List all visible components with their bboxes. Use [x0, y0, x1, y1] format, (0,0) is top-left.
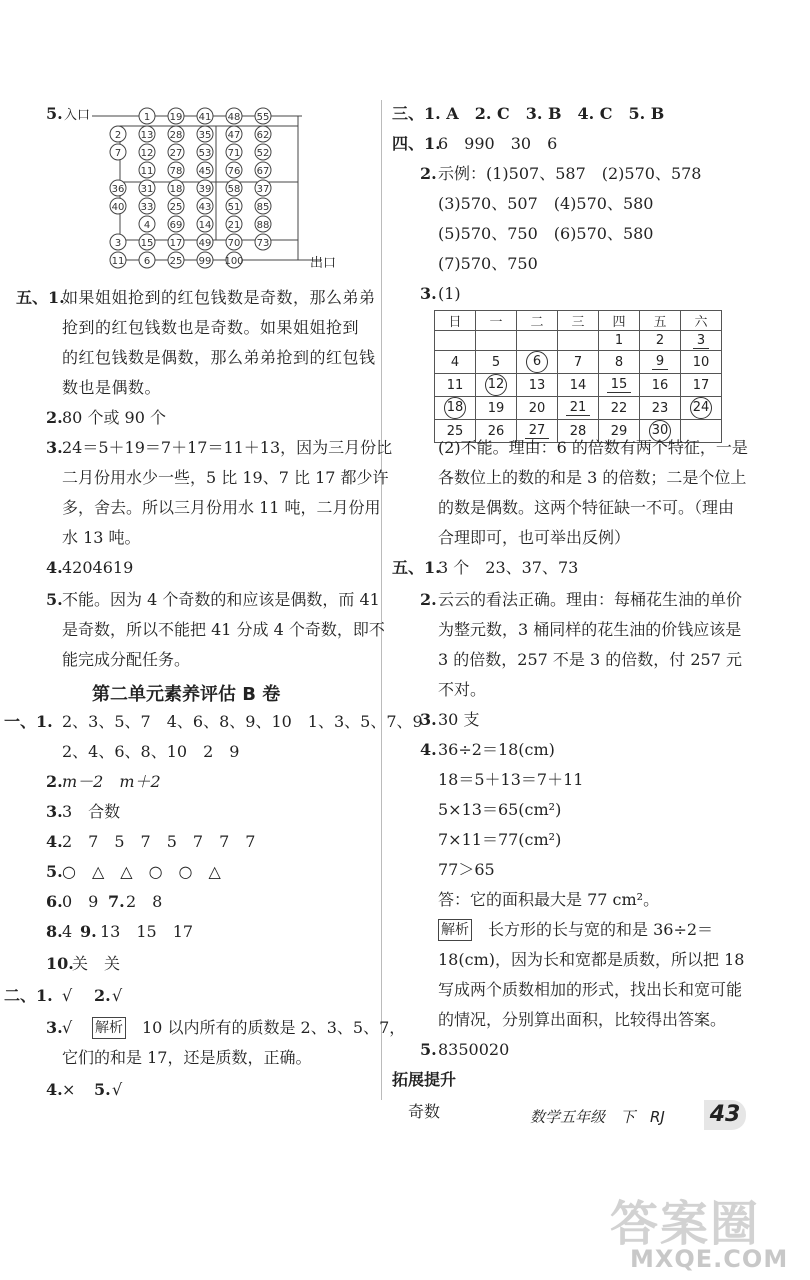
maze-cell-number: 70 [227, 238, 241, 249]
maze-cell-number: 85 [256, 202, 270, 213]
maze-cell-number: 52 [256, 148, 270, 159]
calendar-row [435, 397, 722, 420]
maze-cell-number: 14 [198, 220, 212, 231]
r-s5-3-answer: 30 支 [438, 710, 480, 729]
calendar-day [517, 351, 558, 374]
r-s5-1-prefix: 五、1. [392, 558, 441, 577]
circled-day: 30 [649, 420, 671, 442]
p2-4-answer: × [62, 1080, 76, 1099]
p2-4-number: 4. [46, 1080, 63, 1099]
calendar-day: 1 [599, 331, 640, 351]
watermark-logo [610, 1185, 800, 1275]
circled-day: 24 [690, 397, 712, 419]
calendar-day [517, 331, 558, 351]
calendar-day: 17 [681, 374, 722, 397]
maze-cell-number: 28 [169, 130, 183, 141]
r-s5-2-line-4: 不对。 [438, 680, 487, 699]
r-s5-4-line-6: 答：它的面积最大是 77 cm²。 [438, 890, 660, 909]
p1-7-answer: 2 8 [126, 892, 163, 911]
s5-5-line-2: 是奇数，所以不能把 41 分成 4 个奇数，即不 [62, 620, 385, 639]
maze-cell-number: 12 [140, 148, 154, 159]
r-s5-4-line-5: 77＞65 [438, 860, 495, 879]
calendar-day [681, 331, 722, 351]
maze-cell-number: 7 [114, 148, 122, 159]
p1-prefix: 一、1. [4, 712, 53, 731]
r-s5-4-line-2: 18＝5＋13＝7＋11 [438, 770, 584, 789]
s3-answers: 三、1. A 2. C 3. B 4. C 5. B [392, 104, 665, 123]
maze-cell-number: 18 [169, 184, 183, 195]
calendar-day: 4 [435, 351, 476, 374]
p2-3-line-1: 10 以内所有的质数是 2、3、5、7， [142, 1018, 406, 1037]
maze-cell-number: 13 [140, 130, 154, 141]
maze-cell-number: 17 [169, 238, 183, 249]
r-s4-3-sub: (1) [438, 284, 461, 303]
maze-cell-number: 49 [198, 238, 212, 249]
p1-10-number: 10. [46, 954, 74, 973]
p1-1-line-1: 2、3、5、7 4、6、8、9、10 1、3、5、7、9 [62, 712, 423, 731]
r-s4-3-2-line-1: (2)不能。理由：6 的倍数有两个特征，一是 [438, 438, 748, 457]
footer-book-label: 数学五年级 下 RJ [530, 1108, 665, 1126]
p1-3-number: 3. [46, 802, 63, 821]
maze-cell-number: 37 [256, 184, 270, 195]
p1-4-number: 4. [46, 832, 63, 851]
calendar-day [558, 397, 599, 420]
calendar-day: 22 [599, 397, 640, 420]
r-s5-4-expl-1: 长方形的长与宽的和是 36÷2＝ [488, 920, 714, 939]
maze-cell-number: 33 [140, 202, 154, 213]
maze-cell-number: 41 [198, 112, 212, 123]
p2-5-answer: √ [112, 1080, 123, 1099]
section-title-b: 第二单元素养评估 B 卷 [92, 684, 281, 705]
calendar-weekday: 六 [681, 311, 722, 331]
maze-cell-number: 25 [169, 256, 183, 267]
maze-cell-number: 67 [256, 166, 270, 177]
maze-cell-number: 73 [256, 238, 270, 249]
extension-title: 拓展提升 [392, 1070, 457, 1089]
maze-cell-number: 15 [140, 238, 154, 249]
s5-1-line-3: 的红包钱数是偶数，那么弟弟抢到的红包钱 [62, 348, 376, 367]
calendar-day [476, 374, 517, 397]
calendar-day: 20 [517, 397, 558, 420]
number-maze [92, 100, 382, 272]
s5-1-line-1: 如果姐姐抢到的红包钱数是奇数，那么弟弟 [62, 288, 376, 307]
q5-number: 5. [46, 104, 63, 123]
p1-6-answer: 0 9 [62, 892, 99, 911]
calendar-day: 29 [599, 420, 640, 443]
calendar-header-row [435, 311, 722, 331]
page-number: 43 [704, 1100, 746, 1130]
p2-2-number: 2. [94, 986, 111, 1005]
p1-2-number: 2. [46, 772, 63, 791]
maze-cell-number: 4 [143, 220, 151, 231]
maze-cell-number: 21 [227, 220, 241, 231]
calendar-day [476, 331, 517, 351]
r-s4-2-line-3: (5)570、750 (6)570、580 [438, 224, 654, 243]
s5-3-line-2: 二月份用水少一些，5 比 19、7 比 17 都少许 [62, 468, 389, 487]
maze-cell-number: 71 [227, 148, 241, 159]
maze-cell-number: 2 [114, 130, 122, 141]
maze-cell-number: 11 [111, 256, 125, 267]
circled-day: 12 [485, 374, 507, 396]
r-s5-2-line-3: 3 的倍数，257 不是 3 的倍数，付 257 元 [438, 650, 742, 669]
maze-cell-number: 43 [198, 202, 212, 213]
r-s5-4-line-4: 7×11＝77(cm²) [438, 830, 562, 849]
calendar-row [435, 331, 722, 351]
calendar-day: 8 [599, 351, 640, 374]
calendar-day: 2 [640, 331, 681, 351]
watermark-big-text: 答案圈 [610, 1196, 761, 1252]
maze-cell-number: 69 [169, 220, 183, 231]
r-s5-5-answer: 8350020 [438, 1040, 510, 1059]
maze-cell-number: 6 [143, 256, 151, 267]
maze-exit-label: 出口 [310, 256, 337, 271]
s5-2-number: 2. [46, 408, 63, 427]
s5-5-line-1: 不能。因为 4 个奇数的和应该是偶数，而 41 [62, 590, 380, 609]
calendar-day: 19 [476, 397, 517, 420]
p1-9-answer: 13 15 17 [100, 922, 194, 941]
s5-4-answer: 4204619 [62, 558, 134, 577]
watermark-url: MXQE.COM [630, 1245, 789, 1273]
r-s5-3-number: 3. [420, 710, 437, 729]
p1-3-answer: 3 合数 [62, 802, 121, 821]
r-s4-3-2-line-2: 各数位上的数的和是 3 的倍数；二是个位上 [438, 468, 747, 487]
p1-8-answer: 4 [62, 922, 73, 941]
r-s4-1-answer: 6 990 30 6 [438, 134, 558, 153]
r-s4-1-prefix: 四、1. [392, 134, 441, 153]
maze-cell-number: 55 [256, 112, 270, 123]
s5-2-answer: 80 个或 90 个 [62, 408, 166, 427]
r-s4-2-line-4: (7)570、750 [438, 254, 538, 273]
p1-8-number: 8. [46, 922, 63, 941]
calendar-day [640, 351, 681, 374]
r-s5-2-line-2: 为整元数，3 桶同样的花生油的价钱应该是 [438, 620, 742, 639]
p1-2-answer: m－2 m＋2 [62, 772, 161, 791]
maze-entry-label: 入口 [64, 108, 91, 123]
maze-cell-number: 3 [114, 238, 122, 249]
r-s4-3-number: 3. [420, 284, 437, 303]
maze-cell-number: 35 [198, 130, 212, 141]
maze-cell-number: 19 [169, 112, 183, 123]
calendar-table [434, 310, 722, 443]
r-s5-4-analysis-tag: 解析 [438, 919, 472, 941]
r-s4-3-2-line-3: 的数是偶数。这两个特征缺一不可。（理由 [438, 498, 735, 517]
maze-cell-number: 31 [140, 184, 154, 195]
r-s5-5-number: 5. [420, 1040, 437, 1059]
calendar-weekday: 日 [435, 311, 476, 331]
calendar-weekday: 一 [476, 311, 517, 331]
calendar-day: 26 [476, 420, 517, 443]
calendar-day: 14 [558, 374, 599, 397]
maze-cell-number: 100 [224, 256, 244, 267]
s5-1-line-4: 数也是偶数。 [62, 378, 162, 397]
maze-cell-number: 27 [169, 148, 183, 159]
p1-5-answer: ○ △ △ ○ ○ △ [62, 862, 221, 881]
p1-6-number: 6. [46, 892, 63, 911]
p2-2-answer: √ [112, 986, 123, 1005]
maze-cell-number: 25 [169, 202, 183, 213]
maze-cell-number: 53 [198, 148, 212, 159]
r-s4-2-number: 2. [420, 164, 437, 183]
s5-1-line-2: 抢到的红包钱数也是奇数。如果姐姐抢到 [62, 318, 360, 337]
calendar-day: 5 [476, 351, 517, 374]
maze-cell-number: 76 [227, 166, 241, 177]
p1-10-answer: 关 关 [72, 954, 121, 973]
maze-cell-number: 11 [140, 166, 154, 177]
triangled-day: 21 [566, 400, 591, 416]
r-s5-4-line-1: 36÷2＝18(cm) [438, 740, 555, 759]
p1-4-answer: 2 7 5 7 5 7 7 7 [62, 832, 256, 851]
p2-3-number: 3. [46, 1018, 63, 1037]
s5-5-number: 5. [46, 590, 63, 609]
maze-cell-number: 51 [227, 202, 241, 213]
p2-3-answer: √ [62, 1018, 73, 1037]
r-s5-4-expl-2: 18(cm)，因为长和宽都是质数，所以把 18 [438, 950, 745, 969]
calendar-day: 10 [681, 351, 722, 374]
calendar-day [681, 397, 722, 420]
s5-3-line-3: 多，舍去。所以三月份用水 11 吨，二月份用 [62, 498, 381, 517]
maze-cell-number: 78 [169, 166, 183, 177]
p2-3-analysis-tag: 解析 [92, 1017, 126, 1039]
calendar-day: 13 [517, 374, 558, 397]
maze-cell-number: 40 [111, 202, 125, 213]
p1-9-number: 9. [80, 922, 97, 941]
calendar-day: 16 [640, 374, 681, 397]
r-s4-2-line-2: (3)570、507 (4)570、580 [438, 194, 654, 213]
calendar-day: 25 [435, 420, 476, 443]
calendar-weekday: 四 [599, 311, 640, 331]
s5-3-number: 3. [46, 438, 63, 457]
maze-cell-number: 48 [227, 112, 241, 123]
r-s5-4-expl-4: 的情况，分别算出面积，比较得出答案。 [438, 1010, 727, 1029]
calendar-day: 28 [558, 420, 599, 443]
circled-day: 6 [526, 351, 548, 373]
r-s4-2-line-1: 示例：(1)507、587 (2)570、578 [438, 164, 702, 183]
r-s5-2-number: 2. [420, 590, 437, 609]
circled-day: 18 [444, 397, 466, 419]
s5-1-prefix: 五、1. [16, 288, 65, 307]
calendar-row [435, 351, 722, 374]
p1-7-number: 7. [108, 892, 125, 911]
r-s5-2-line-1: 云云的看法正确。理由：每桶花生油的单价 [438, 590, 743, 609]
s5-3-line-4: 水 13 吨。 [62, 528, 141, 547]
s5-4-number: 4. [46, 558, 63, 577]
calendar-day: 7 [558, 351, 599, 374]
calendar-day: 23 [640, 397, 681, 420]
p2-3-line-2: 它们的和是 17，还是质数，正确。 [62, 1048, 312, 1067]
triangled-day: 27 [525, 423, 550, 439]
calendar-day [599, 374, 640, 397]
p2-1-answer: √ [62, 986, 73, 1005]
r-s5-4-line-3: 5×13＝65(cm²) [438, 800, 562, 819]
calendar-weekday: 五 [640, 311, 681, 331]
calendar-day [435, 331, 476, 351]
maze-cell-number: 99 [198, 256, 212, 267]
triangled-day: 15 [607, 377, 632, 393]
maze-cell-number: 58 [227, 184, 241, 195]
p1-1-line-2: 2、4、6、8、10 2 9 [62, 742, 240, 761]
maze-cell-number: 47 [227, 130, 241, 141]
maze-cell-number: 1 [143, 112, 151, 123]
maze-cell-number: 36 [111, 184, 125, 195]
r-s5-4-number: 4. [420, 740, 437, 759]
calendar-day [558, 331, 599, 351]
maze-cell-number: 62 [256, 130, 270, 141]
r-s4-3-2-line-4: 合理即可，也可举出反例） [438, 528, 631, 547]
p2-prefix: 二、1. [4, 986, 53, 1005]
maze-cell-number: 39 [198, 184, 212, 195]
r-s5-1-answer: 3 个 23、37、73 [438, 558, 579, 577]
calendar-weekday: 二 [517, 311, 558, 331]
p1-5-number: 5. [46, 862, 63, 881]
calendar-row [435, 374, 722, 397]
triangled-day: 3 [693, 333, 709, 349]
calendar-weekday: 三 [558, 311, 599, 331]
extension-answer: 奇数 [408, 1102, 441, 1121]
calendar-day [435, 397, 476, 420]
maze-cell-number: 88 [256, 220, 270, 231]
s5-5-line-3: 能完成分配任务。 [62, 650, 191, 669]
triangled-day: 9 [652, 354, 668, 370]
p2-5-number: 5. [94, 1080, 111, 1099]
s5-3-line-1: 24＝5＋19＝7＋17＝11＋13，因为三月份比 [62, 438, 393, 457]
r-s5-4-expl-3: 写成两个质数相加的形式，找出长和宽可能 [438, 980, 743, 999]
calendar-day: 11 [435, 374, 476, 397]
maze-cell-number: 45 [198, 166, 212, 177]
